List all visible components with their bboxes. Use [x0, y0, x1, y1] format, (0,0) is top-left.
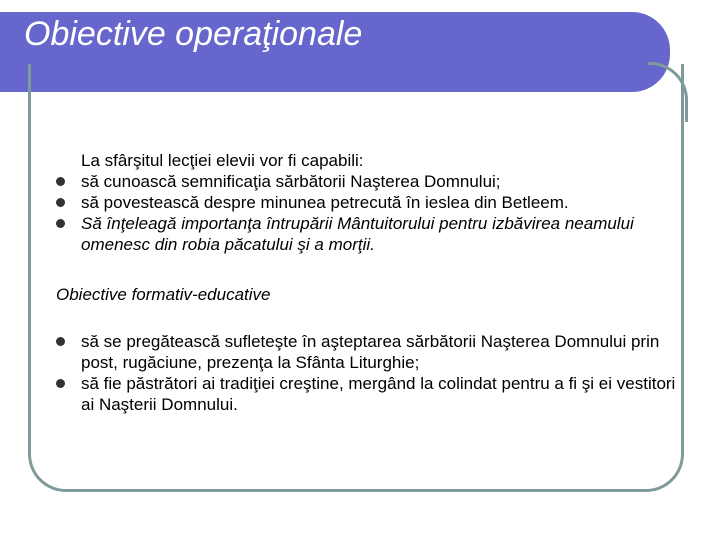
formative-heading: Obiective formativ-educative — [56, 285, 271, 304]
slide-content — [56, 150, 676, 415]
bullet-icon — [56, 337, 65, 346]
objective-text: să cunoască semnificaţia sărbătorii Naşterea Domnului; — [81, 172, 501, 191]
slide-title: Obiective operaţionale — [24, 15, 363, 53]
objective-text: să se pregătească sufleteşte în aşteptarea sărbătorii Naşterea Domnului prin post, rugăciune, prezenţa la Sfânta Liturghie; — [81, 332, 660, 372]
bullet-icon — [56, 177, 65, 186]
operational-objectives-list — [56, 171, 676, 255]
list-item — [56, 373, 676, 415]
formative-objectives-list — [56, 331, 676, 415]
bullet-icon — [56, 198, 65, 207]
bullet-icon — [56, 219, 65, 228]
objective-text: Să înţeleagă importanţa întrupării Mântuitorului pentru izbăvirea neamului omenesc din robia păcatului şi a morţii. — [81, 214, 634, 254]
objective-text: să povestească despre minunea petrecută în ieslea din Betleem. — [81, 193, 569, 212]
list-item — [56, 192, 676, 213]
list-item — [56, 213, 676, 255]
objective-text: să fie păstrători ai tradiţiei creştine, mergând la colindat pentru a fi şi ei vestitori ai Naşterii Domnului. — [81, 374, 676, 414]
list-item — [56, 331, 676, 373]
intro-text: La sfârşitul lecţiei elevii vor fi capabili: — [81, 151, 364, 170]
bullet-icon — [56, 379, 65, 388]
list-item — [56, 171, 676, 192]
